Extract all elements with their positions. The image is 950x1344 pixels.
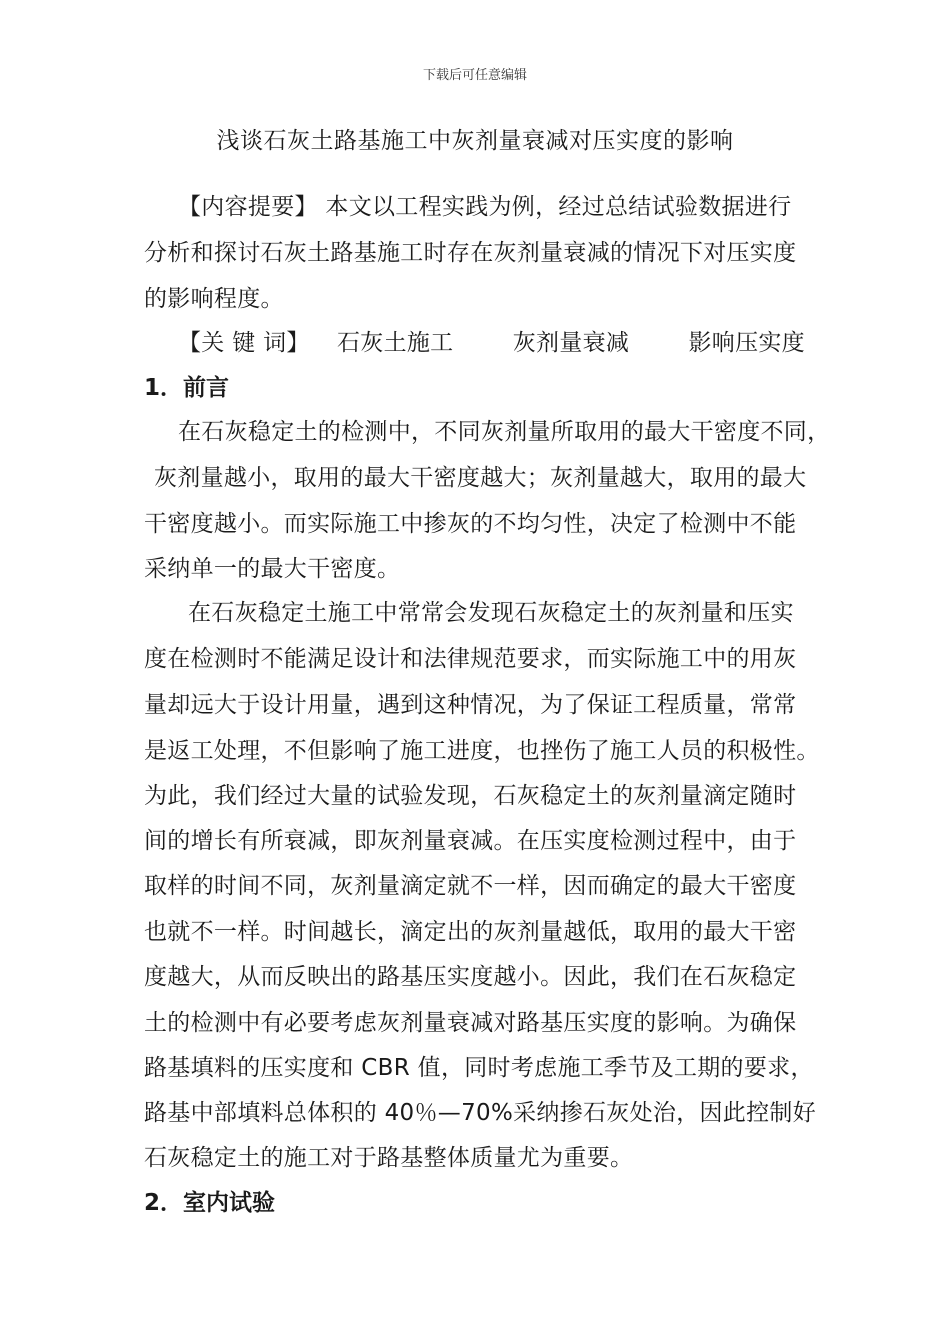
paragraph-line: 度在检测时不能满足设计和法律规范要求，而实际施工中的用灰 bbox=[144, 646, 797, 672]
paragraph-line: 在石灰稳定土的检测中，不同灰剂量所取用的最大干密度不同， bbox=[178, 419, 831, 445]
paragraph-line: 是返工处理，不但影响了施工进度，也挫伤了施工人员的积极性。 bbox=[144, 738, 820, 764]
section-heading: 1．前言 bbox=[144, 375, 230, 401]
keywords-line bbox=[178, 324, 805, 357]
abstract-line: 的影响程度。 bbox=[144, 286, 284, 312]
keyword-item: 影响压实度 bbox=[688, 330, 805, 356]
paragraph-line: 土的检测中有必要考虑灰剂量衰减对路基压实度的影响。为确保 bbox=[144, 1010, 797, 1036]
paragraph-line: 为此，我们经过大量的试验发现，石灰稳定土的灰剂量滴定随时 bbox=[144, 783, 797, 809]
paragraph-line: 也就不一样。时间越长，滴定出的灰剂量越低，取用的最大干密 bbox=[144, 919, 797, 945]
paragraph-line: 灰剂量越小，取用的最大干密度越大；灰剂量越大，取用的最大 bbox=[154, 465, 807, 491]
abstract-line: 分析和探讨石灰土路基施工时存在灰剂量衰减的情况下对压实度 bbox=[144, 240, 797, 266]
paragraph-line: 间的增长有所衰减，即灰剂量衰减。在压实度检测过程中，由于 bbox=[144, 828, 797, 854]
paragraph-line: 取样的时间不同，灰剂量滴定就不一样，因而确定的最大干密度 bbox=[144, 873, 797, 899]
paragraph-line: 石灰稳定土的施工对于路基整体质量尤为重要。 bbox=[144, 1145, 634, 1171]
keyword-item: 石灰土施工 bbox=[336, 330, 454, 356]
paragraph-line: 在石灰稳定土施工中常常会发现石灰稳定土的灰剂量和压实 bbox=[188, 600, 794, 626]
paragraph-line: 量却远大于设计用量，遇到这种情况，为了保证工程质量，常常 bbox=[144, 692, 797, 718]
paragraph-line: 路基中部填料总体积的 40％—70%采纳掺石灰处治，因此控制好 bbox=[144, 1100, 816, 1126]
keywords-label: 【关 键 词】 bbox=[178, 330, 310, 356]
paragraph-line: 路基填料的压实度和 CBR 值，同时考虑施工季节及工期的要求， bbox=[144, 1055, 814, 1081]
section-heading: 2．室内试验 bbox=[144, 1190, 276, 1216]
document-title: 浅谈石灰土路基施工中灰剂量衰减对压实度的影响 bbox=[216, 128, 734, 154]
abstract-line: 【内容提要】 本文以工程实践为例，经过总结试验数据进行 bbox=[178, 194, 792, 220]
paragraph-line: 干密度越小。而实际施工中掺灰的不均匀性，决定了检测中不能 bbox=[144, 511, 797, 537]
paragraph-line: 度越大，从而反映出的路基压实度越小。因此，我们在石灰稳定 bbox=[144, 964, 797, 990]
header-note: 下载后可任意编辑 bbox=[422, 68, 527, 83]
paragraph-line: 采纳单一的最大干密度。 bbox=[144, 556, 401, 582]
keyword-item: 灰剂量衰减 bbox=[512, 330, 630, 356]
